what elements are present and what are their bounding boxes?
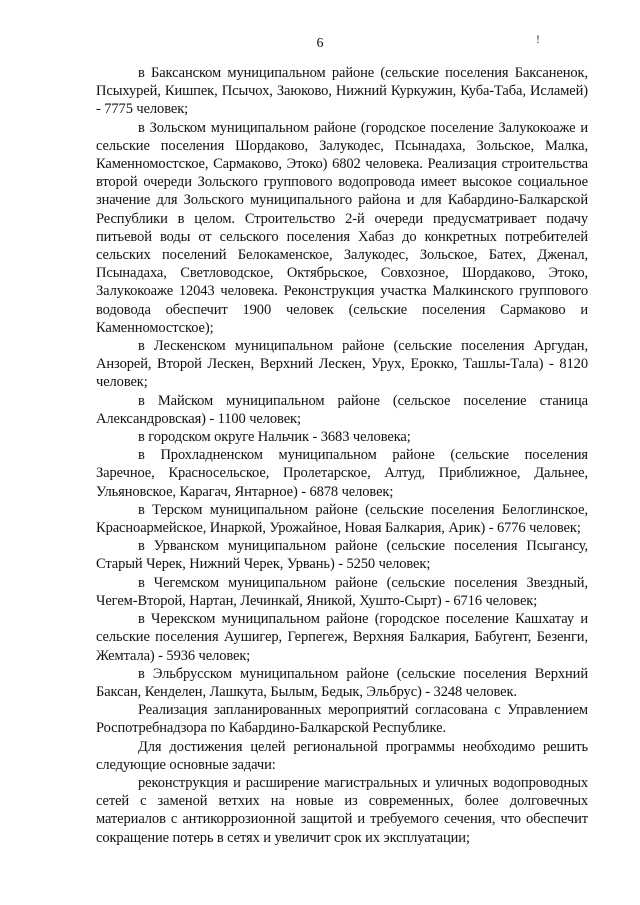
paragraph: в Баксанском муниципальном районе (сельские поселения Баксаненок, Псыхурей, Кишпек, Псычох, Заюково, Нижний Куркужин, Куба-Таба, Исламей) - 7775 человек;: [96, 65, 588, 118]
paragraph: в Эльбрусском муниципальном районе (сельские поселения Верхний Баксан, Кенделен, Лашкута, Былым, Бедык, Эльбрус) - 3248 человек.: [96, 665, 588, 700]
paragraph: в Терском муниципальном районе (сельские поселения Белоглинское, Красноармейское, Инаркой, Урожайное, Новая Балкария, Арик) - 6776 человек;: [96, 501, 588, 537]
paragraph: в Черекском муниципальном районе (городское поселение Кашхатау и сельские поселения Аушигер, Герпегеж, Верхняя Балкария, Бабугент, Безенги, Жемтала) - 5936 человек;: [96, 611, 588, 664]
paragraph: в городском округе Нальчик - 3683 человека;: [138, 429, 411, 446]
margin-mark: !: [536, 32, 540, 46]
paragraph: в Чегемском муниципальном районе (сельские поселения Звездный, Чегем-Второй, Нартан, Лечинкай, Яникой, Хушто-Сырт) - 6716 человек;: [96, 574, 588, 609]
paragraph: Реализация запланированных мероприятий согласована с Управлением Роспотребнадзора по Кабардино-Балкарской Республике.: [96, 702, 588, 737]
page-number: 6: [316, 36, 324, 51]
paragraph: в Майском муниципальном районе (сельское поселение станица Александровская) - 1100 человек;: [96, 392, 588, 427]
paragraph: в Прохладненском муниципальном районе (сельские поселения Заречное, Красносельское, Пролетарское, Алтуд, Приближное, Дальнее, Ульяновское, Карагач, Янтарное) - 6878 человек;: [96, 447, 588, 500]
paragraph: в Урванском муниципальном районе (сельские поселения Псыгансу, Старый Черек, Нижний Черек, Урвань) - 5250 человек;: [96, 538, 588, 573]
document-body: [96, 64, 588, 847]
paragraph: в Лескенском муниципальном районе (сельские поселения Аргудан, Анзорей, Второй Лескен, Верхний Лескен, Урух, Ерокко, Ташлы-Тала) - 8120 человек;: [96, 338, 588, 391]
paragraph: Для достижения целей региональной программы необходимо решить следующие основные задачи:: [96, 738, 588, 773]
paragraph: в Зольском муниципальном районе (городское поселение Залукокоаже и сельские поселения Шордаково, Залукодес, Псынадаха, Зольское, Малка, Каменномостское, Сармаково, Этоко) 6802 человека. Реализация строительства второй очереди Зольского группового водопровода имеет высокое социальное значение для Зольского муниципального района и для Кабардино-Балкарской Республики в целом. Строительство 2-й очереди предусматривает подачу питьевой воды от сельского поселения Хабаз до конкретных потребителей сельских поселений Белокаменское, Залукодес, Зольское, Батех, Дженал, Псынадаха, Светловодское, Октябрьское, Совхозное, Шордаково, Этоко, Залукокоаже 12043 человека. Реконструкция участка Малкинского группового водовода обеспечит 1900 человек (сельские поселения Сармаково и Каменномостское);: [96, 119, 588, 336]
paragraph: реконструкция и расширение магистральных и уличных водопроводных сетей с заменой ветхих на новые из современных, более долговечных материалов с антикоррозионной защитой и требуемого сечения, что обеспечит сокращение потерь в сетях и увеличит срок их эксплуатации;: [96, 774, 588, 846]
